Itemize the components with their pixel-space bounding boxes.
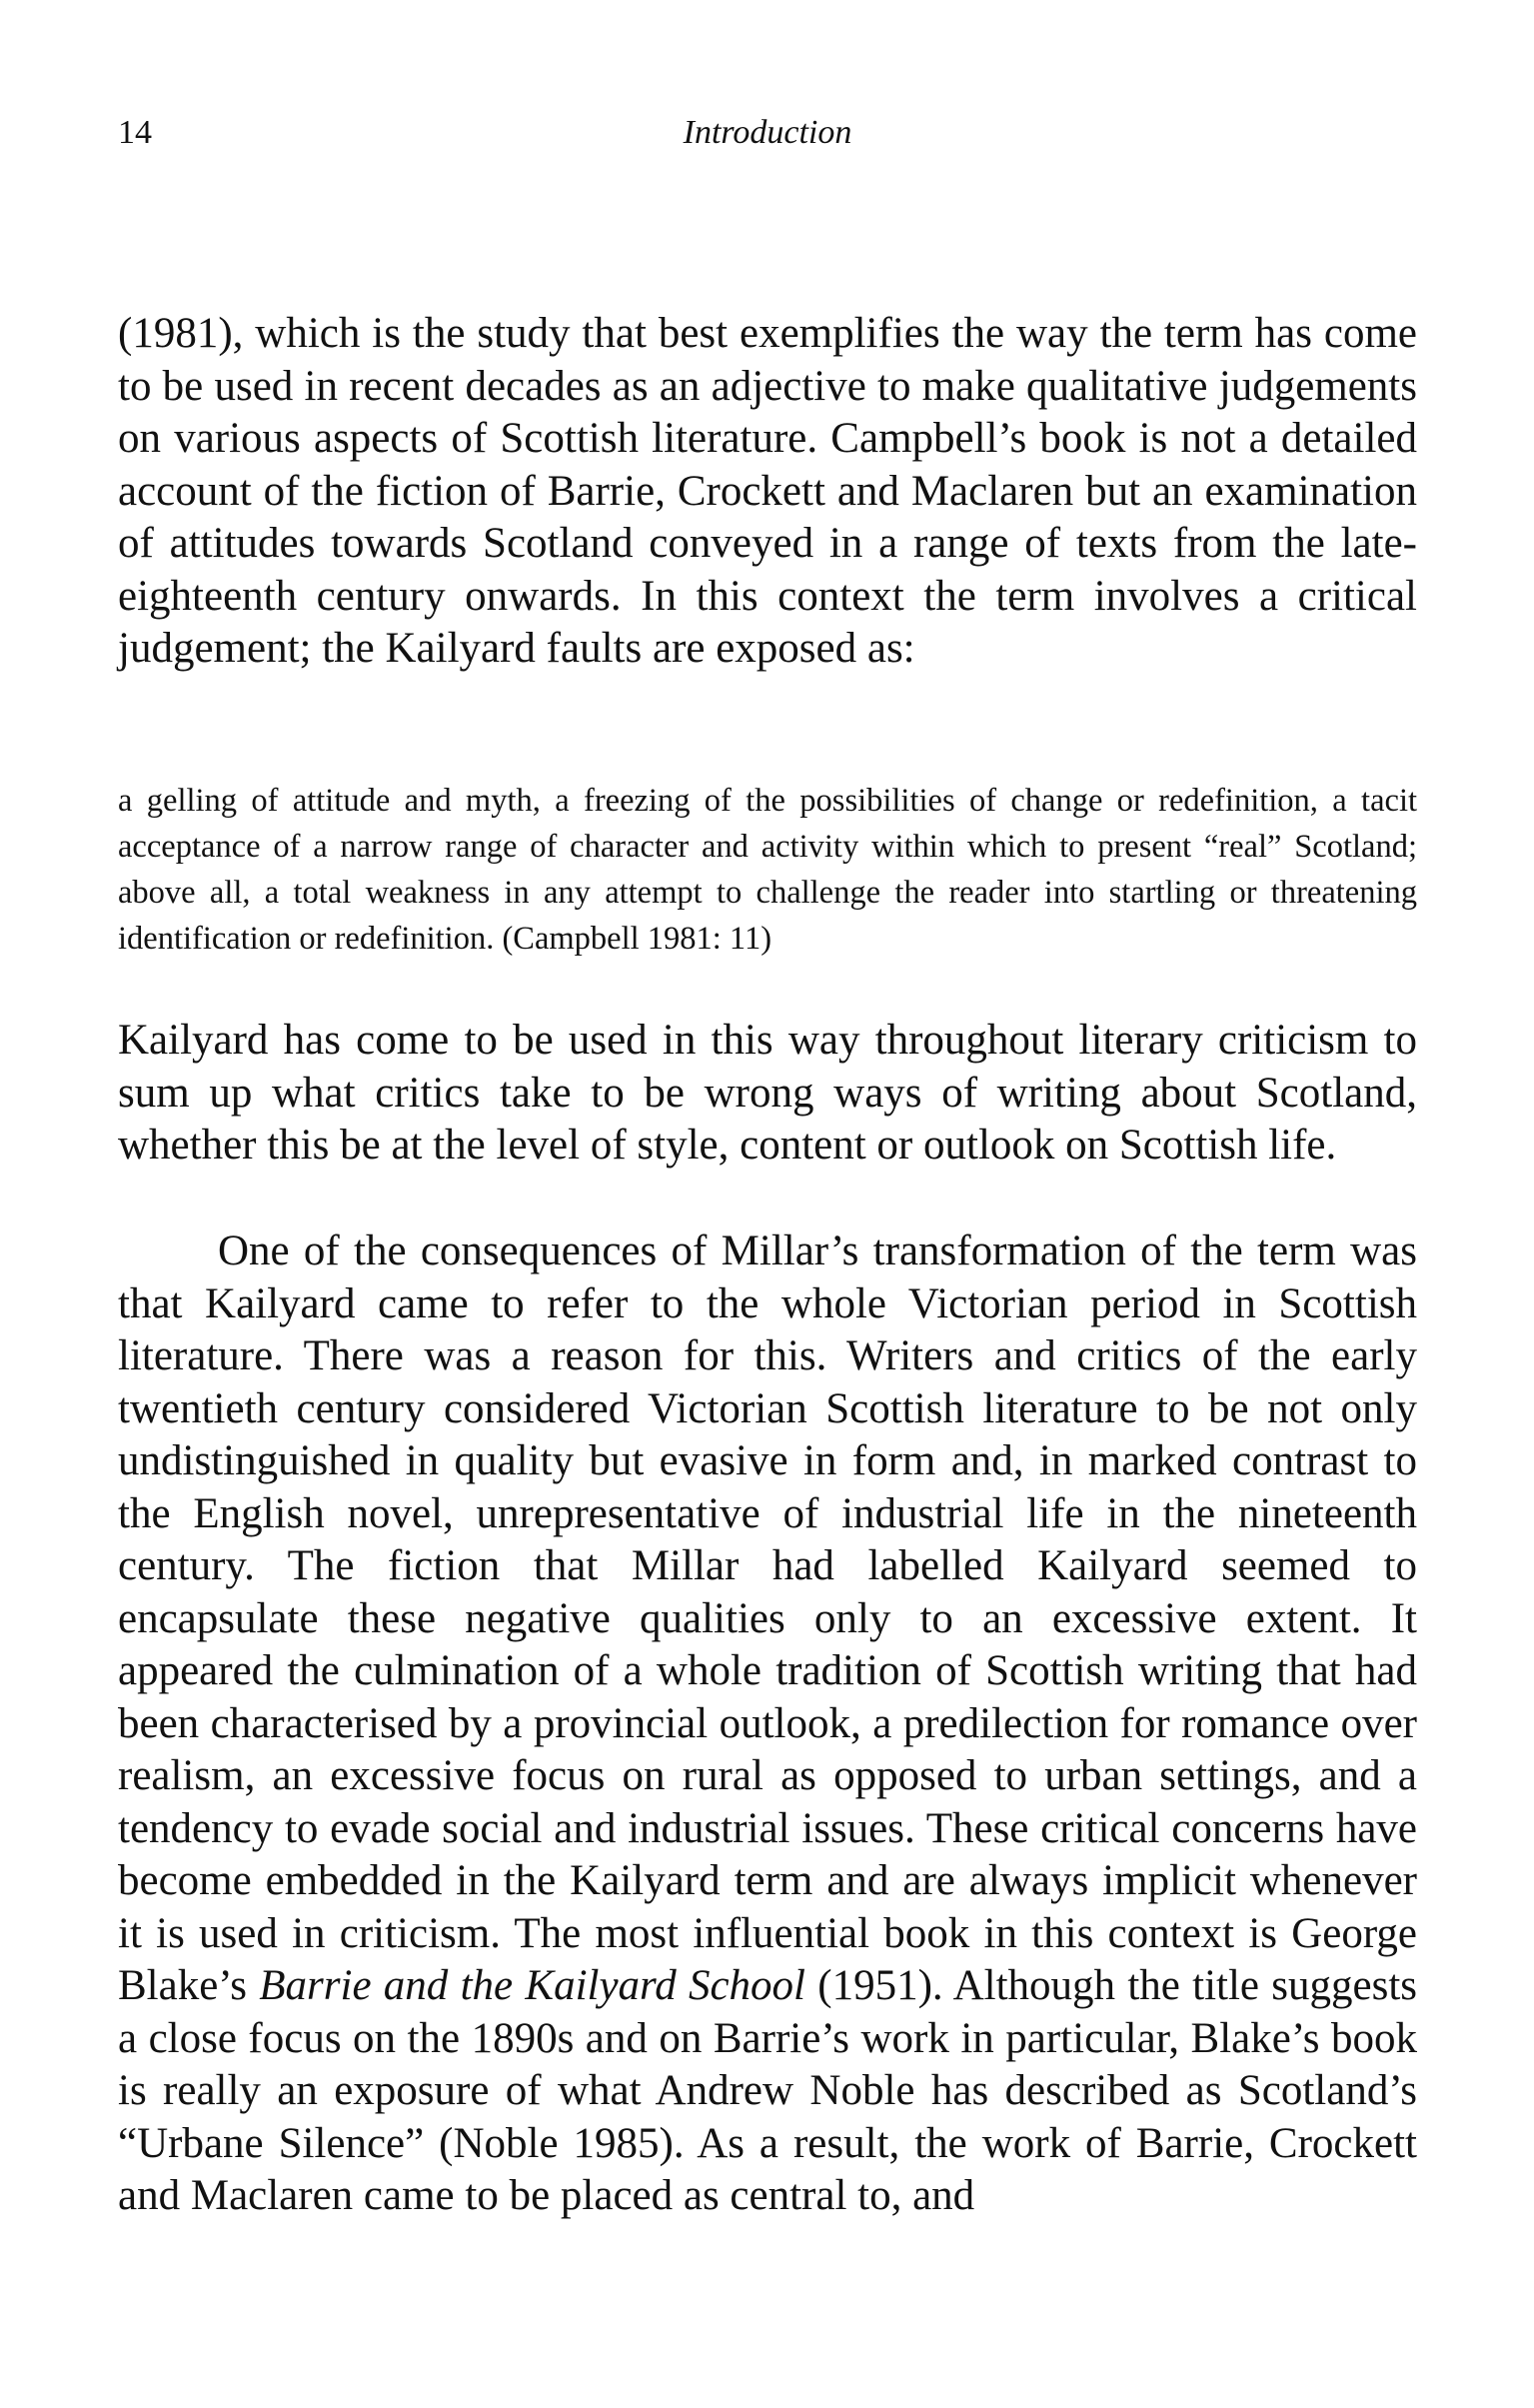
body-paragraph-3 [118,1225,1417,2223]
book-title-italic: Barrie and the Kailyard School [259,1962,806,2009]
running-title: Introduction [683,114,852,151]
body-paragraph-1: (1981), which is the study that best exemplifies the way the term has come to be used in recent decades as an adjective to make qualitative judgements on various aspects of Scottish literature. Campbell’s book is not a detailed account of the fiction of Barrie, Crockett and Maclaren but an examination of attitudes towards Scotland conveyed in a range of texts from the late-eighteenth century onwards. In this context the term involves a critical judgement; the Kailyard faults are exposed as: [118,310,1417,672]
block-quote: a gelling of attitude and myth, a freezing of the possibilities of change or redefinition, a tacit acceptance of a narrow range of character and activity within which to present “real” Scotland; above all, a total weakness in any attempt to challenge the reader into startling or threatening identification or redefinition. (Campbell 1981: 11) [118,783,1417,957]
paragraph-3-text-after: (1951). Although the title suggests a close focus on the 1890s and on Barrie’s work in particular, Blake’s book is really an exposure of what Andrew Noble has described as Scotland’s “Urbane Silence” (Noble 1985). As a result, the work of Barrie, Crockett and Maclaren came to be placed as central to, and [118,1962,1418,2219]
body-paragraph-2: Kailyard has come to be used in this way throughout literary criticism to sum up what critics take to be wrong ways of writing about Scotland, whether this be at the level of style, content or outlook on Scottish life. [118,1017,1417,1169]
running-head [118,108,1417,158]
page-number: 14 [118,114,152,151]
paragraph-3-text-before: One of the consequences of Millar’s transformation of the term was that Kailyard came to refer to the whole Victorian period in Scottish literature. There was a reason for this. Writers and critics of the early twentieth century considered Victorian Scottish literature to be not only undistinguished in quality but evasive in form and, in marked contrast to the English novel, unrepresentative of industrial life in the nineteenth century. The fiction that Millar had labelled Kailyard seemed to encapsulate these negative qualities only to an excessive extent. It appeared the culmination of a whole tradition of Scottish writing that had been characterised by a provincial outlook, a predilection for romance over realism, an excessive focus on rural as opposed to urban settings, and a tendency to evade social and industrial issues. These critical concerns have become embedded in the Kailyard term and are always implicit whenever it is used in criticism. The most influential book in this context is George Blake’s [118,1227,1417,2009]
